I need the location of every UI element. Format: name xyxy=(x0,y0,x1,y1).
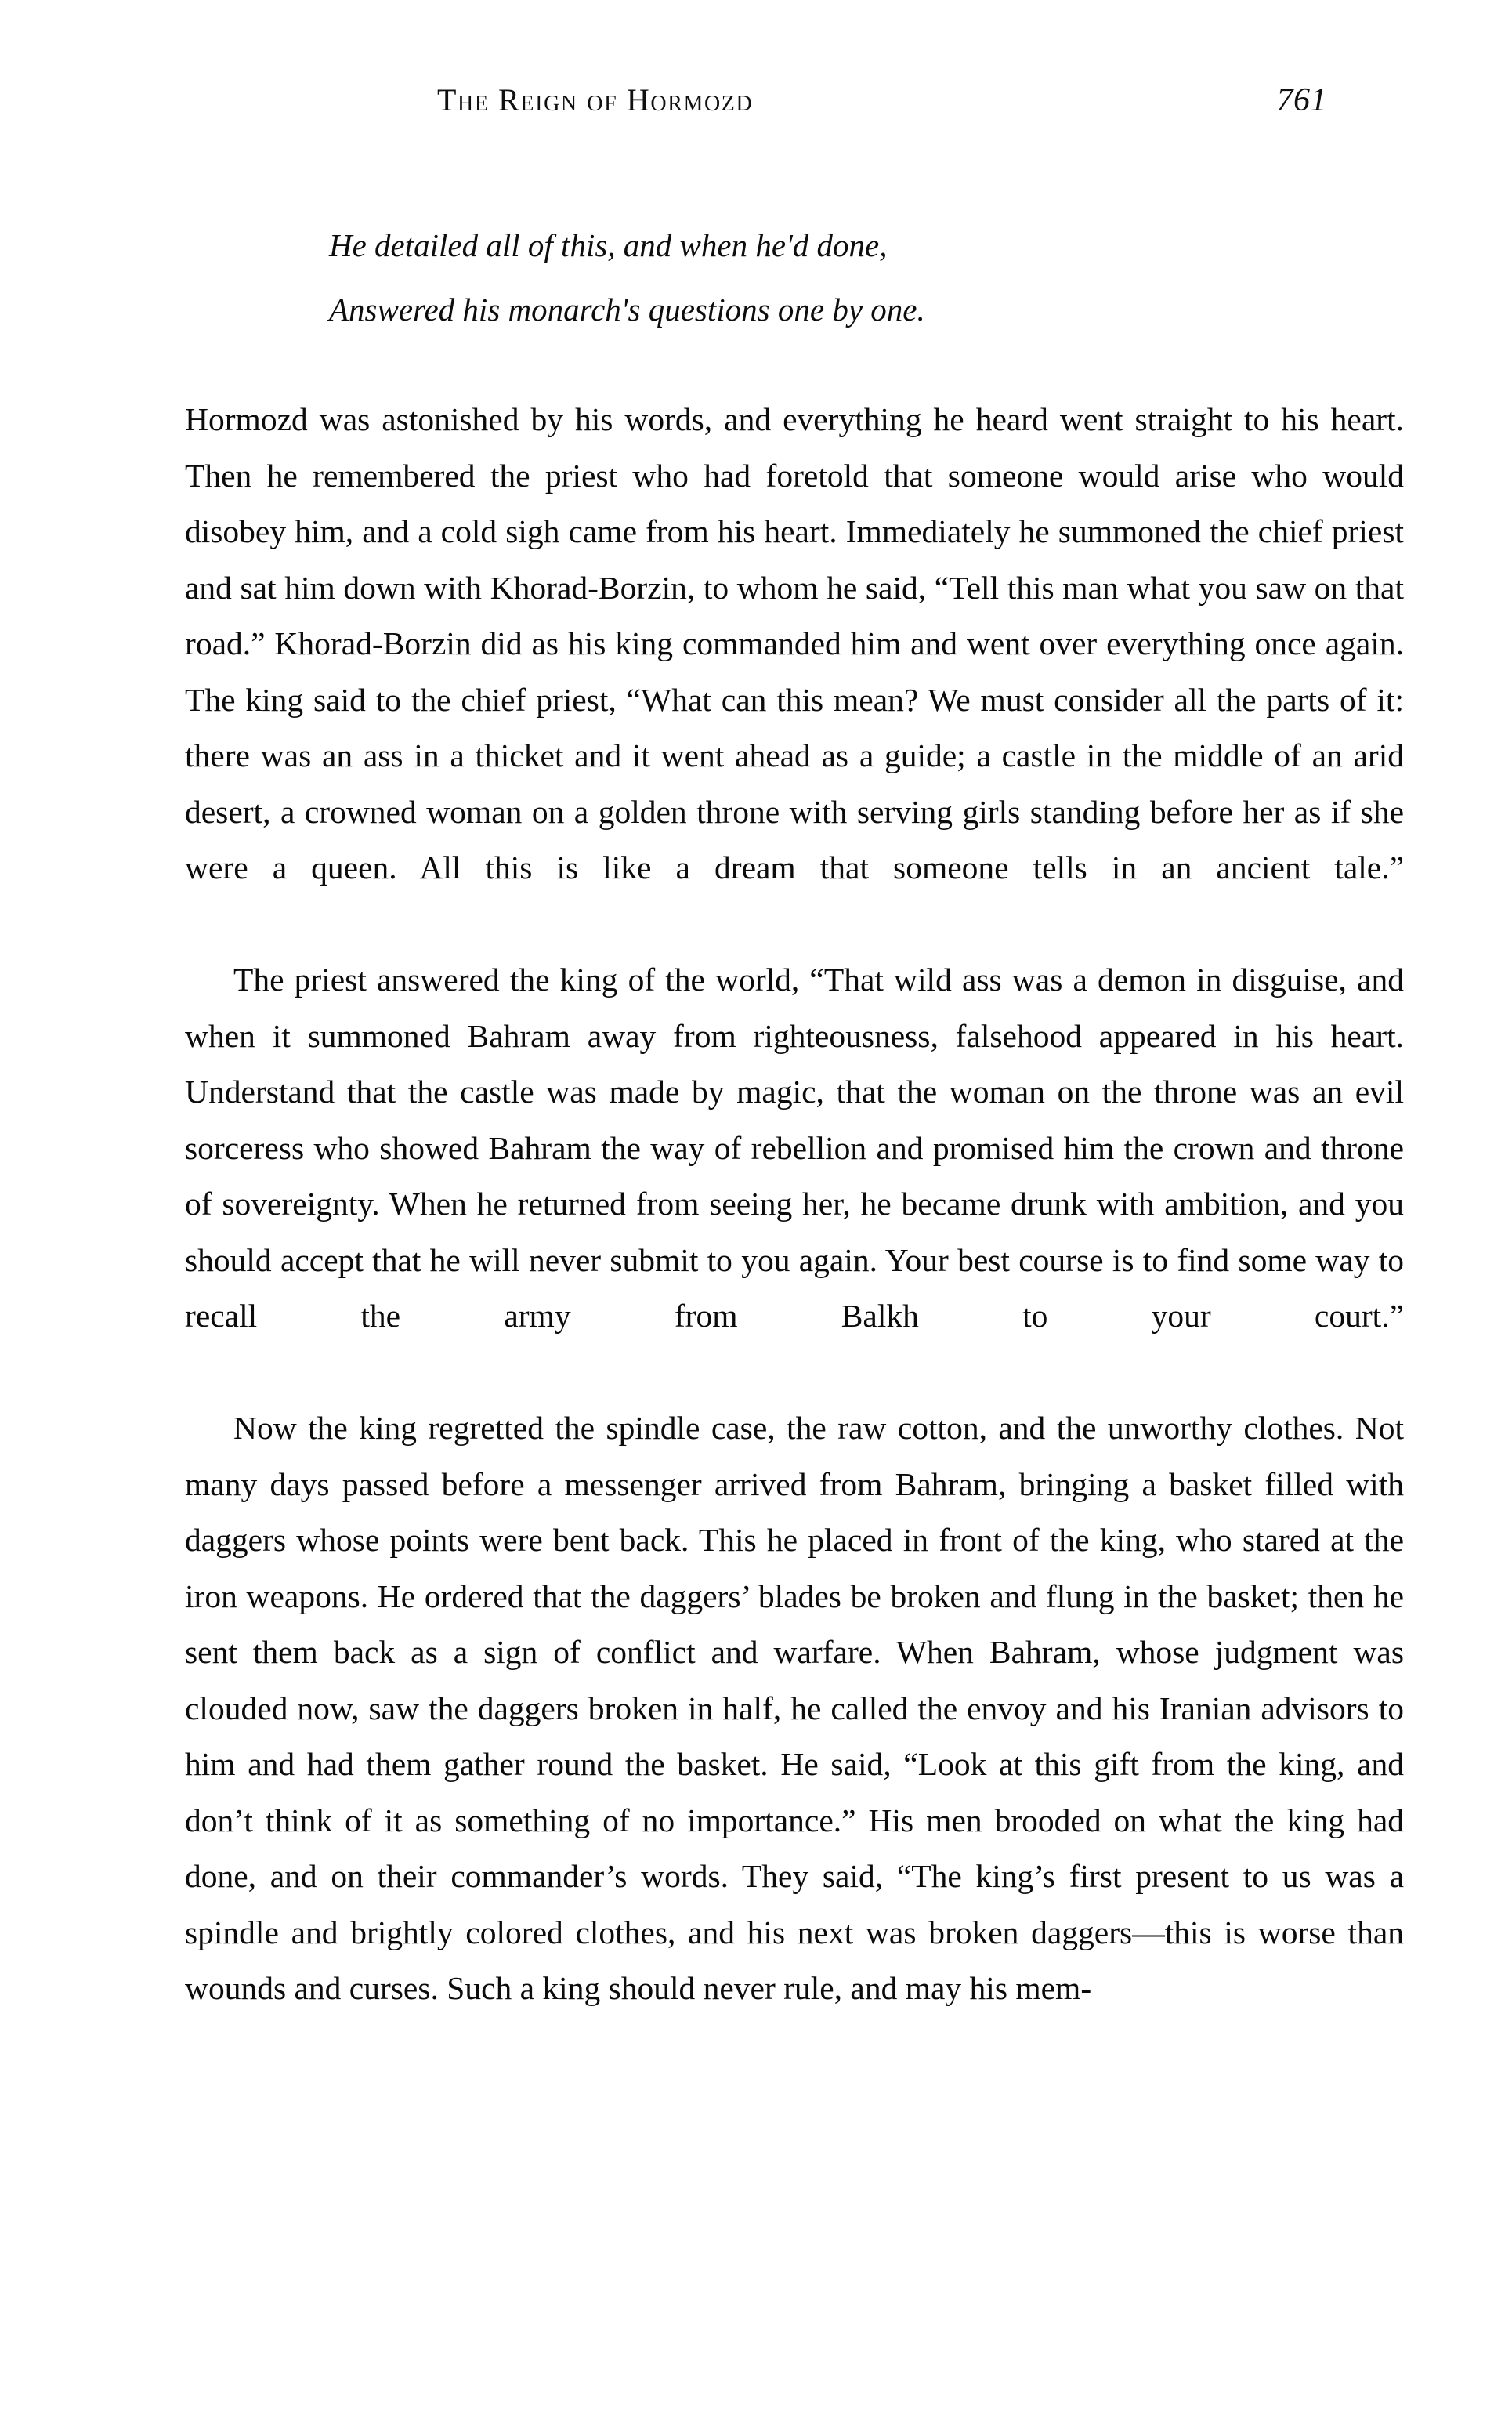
verse-epigraph xyxy=(329,213,1253,342)
paragraph: Hormozd was astonished by his words, and everything he heard went straight to his heart. Then he remembered the priest who had foretold that someone would arise who would disobey him, and a cold sigh came from his heart. Immediately he summoned the chief priest and sat him down with Khorad-Borzin, to whom he said, “Tell this man what you saw on that road.” Khorad-Borzin did as his king commanded him and went over everything once again. The king said to the chief priest, “What can this mean? We must consider all the parts of it: there was an ass in a thicket and it went ahead as a guide; a castle in the middle of an arid desert, a crowned woman on a golden throne with serving girls standing before her as if she were a queen. All this is like a dream that someone tells in an ancient tale.” xyxy=(185,401,1404,886)
running-head-title: The Reign of Hormozd xyxy=(437,82,754,118)
page-number: 761 xyxy=(1276,82,1327,118)
paragraph: Now the king regretted the spindle case, the raw cotton, and the unworthy clothes. Not many days passed before a messenger arrived from Bahram, bringing a basket filled with daggers whose points were bent back. This he placed in front of the king, who stared at the iron weapons. He ordered that the daggers’ blades be broken and flung in the basket; then he sent them back as a sign of conflict and warfare. When Bahram, whose judgment was clouded now, saw the daggers broken in half, he called the envoy and his Iranian advisors to him and had them gather round the basket. He said, “Look at this gift from the king, and don’t think of it as something of no importance.” His men brooded on what the king had done, and on their commander’s words. They said, “The king’s first present to us was a spindle and brightly colored clothes, and his next was broken daggers—this is worse than wounds and curses. Such a king should never rule, and may his mem- xyxy=(185,1410,1404,2006)
verse-line: He detailed all of this, and when he'd done, xyxy=(329,227,888,263)
body-text xyxy=(185,392,1404,2017)
paragraph: The priest answered the king of the world, “That wild ass was a demon in disguise, and when it summoned Bahram away from righteousness, falsehood appeared in his heart. Understand that the castle was made by magic, that the woman on the throne was an evil sorceress who showed Bahram the way of rebellion and promised him the crown and throne of sovereignty. When he returned from seeing her, he became drunk with ambition, and you should accept that he will never submit to you again. Your best course is to find some way to recall the army from Balkh to your court.” xyxy=(185,962,1404,1334)
verse-line: Answered his monarch's questions one by one. xyxy=(329,292,925,328)
running-head xyxy=(185,81,1327,125)
